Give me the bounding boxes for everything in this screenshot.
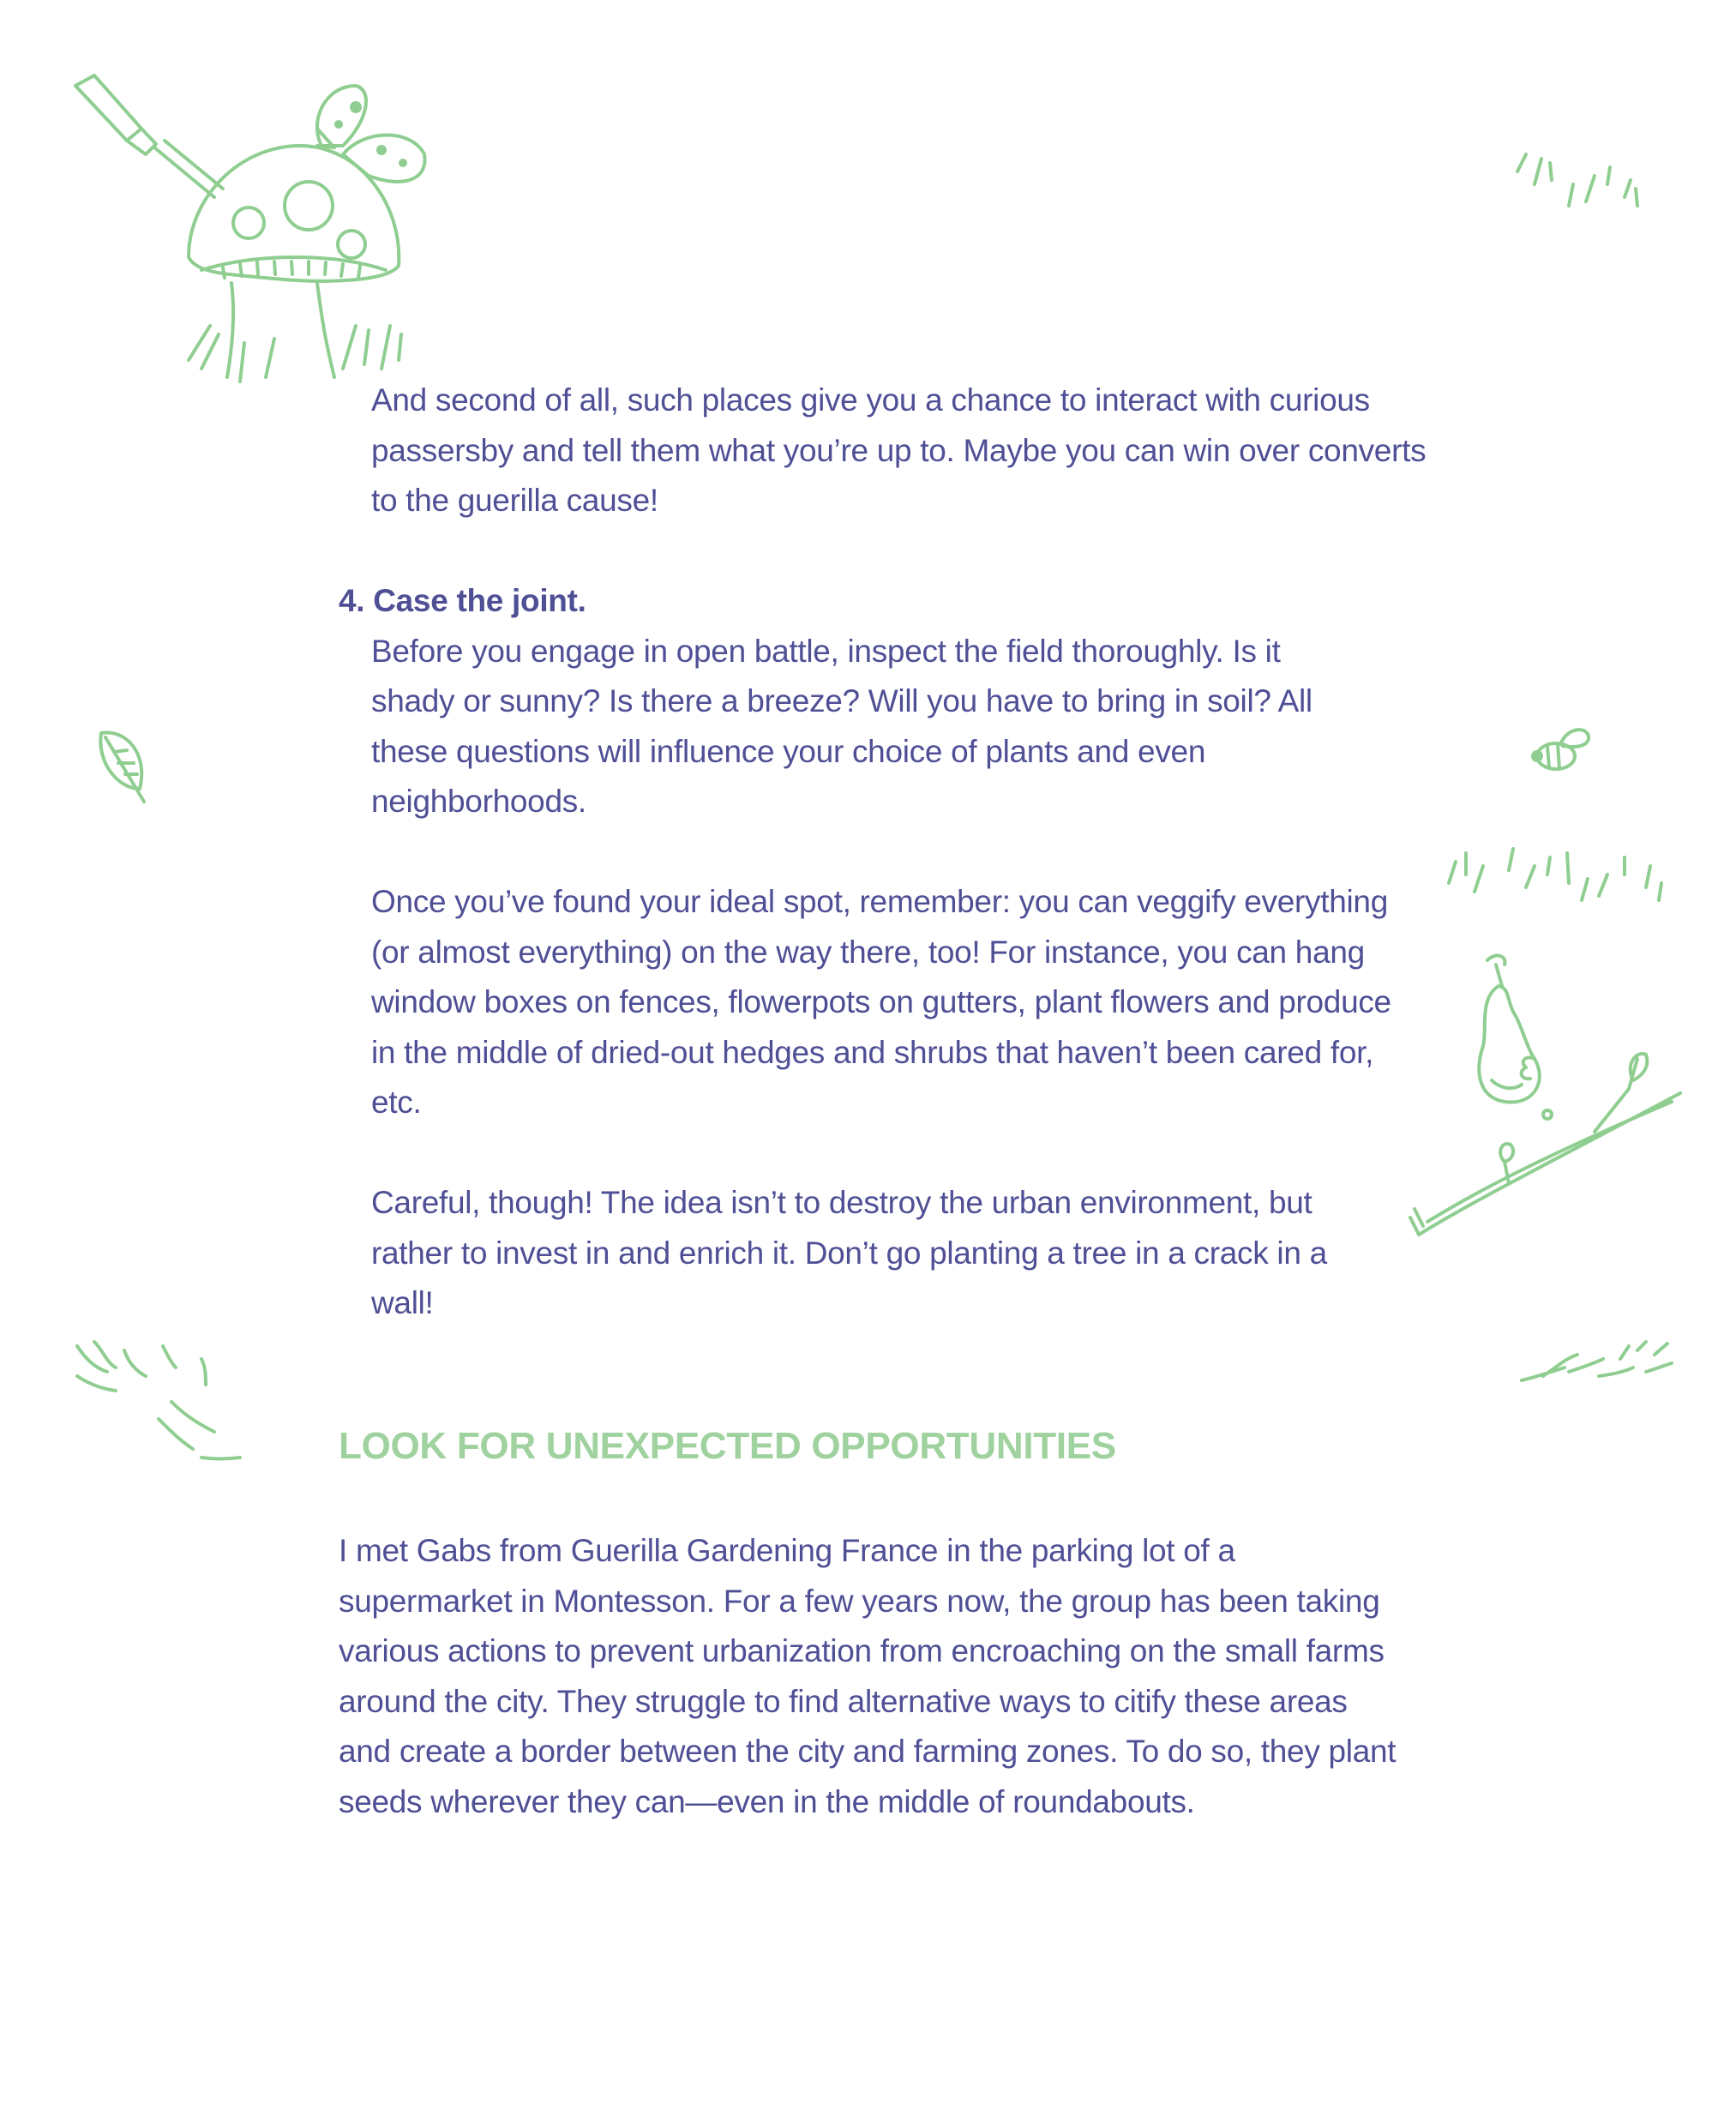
intro-paragraph: And second of all, such places give you a chance to interact with curious passersby and tell them what you’re up to. Maybe you can win over converts to the guerilla cause! (371, 382, 1427, 518)
bee-icon (1522, 720, 1599, 780)
step-4-paragraph-1: Before you engage in open battle, inspect the field thoroughly. Is it shady or sunny? Is there a breeze? Will you have to bring in soil? All these questions will influence your choice of plants and even neighborhoods. (371, 633, 1313, 819)
mushroom-knife-butterfly-icon (60, 69, 446, 386)
pear-branch-icon (1406, 952, 1689, 1252)
wind-lines-icon (73, 1338, 253, 1466)
grass-tuft-icon (1509, 146, 1646, 223)
section-heading: LOOK FOR UNEXPECTED OPPORTUNITIES (339, 1425, 1116, 1467)
step-4-block (339, 576, 1445, 1329)
section-paragraph: I met Gabs from Guerilla Gardening France in the parking lot of a supermarket in Montesson. For a few years now, the group has been taking various actions to prevent urbanization from encroaching on the small farms around the city. They struggle to find alternative ways to citify these areas and create a border between the city and farming zones. To do so, they plant seeds wherever they can—even in the middle of roundabouts. (339, 1533, 1397, 1819)
step-4-heading: 4. Case the joint. (339, 583, 586, 618)
wind-lines-icon (1517, 1333, 1680, 1393)
step-4-paragraph-2: Once you’ve found your ideal spot, remember: you can veggify everything (or almost everything) on the way there, too! For instance, you can hang window boxes on fences, flowerpots on gutters, plant flowers and produce in the middle of dried-out hedges and shrubs that haven’t been cared for, etc. (371, 884, 1391, 1120)
intro-paragraph-block (339, 376, 1443, 526)
leaf-icon (93, 724, 161, 810)
step-4-paragraph-3: Careful, though! The idea isn’t to destroy the urban environment, but rather to invest in and enrich it. Don’t go planting a tree in a crack in a wall! (371, 1185, 1327, 1320)
section-paragraph-block (339, 1526, 1402, 1827)
grass-tuft-icon (1440, 840, 1672, 917)
